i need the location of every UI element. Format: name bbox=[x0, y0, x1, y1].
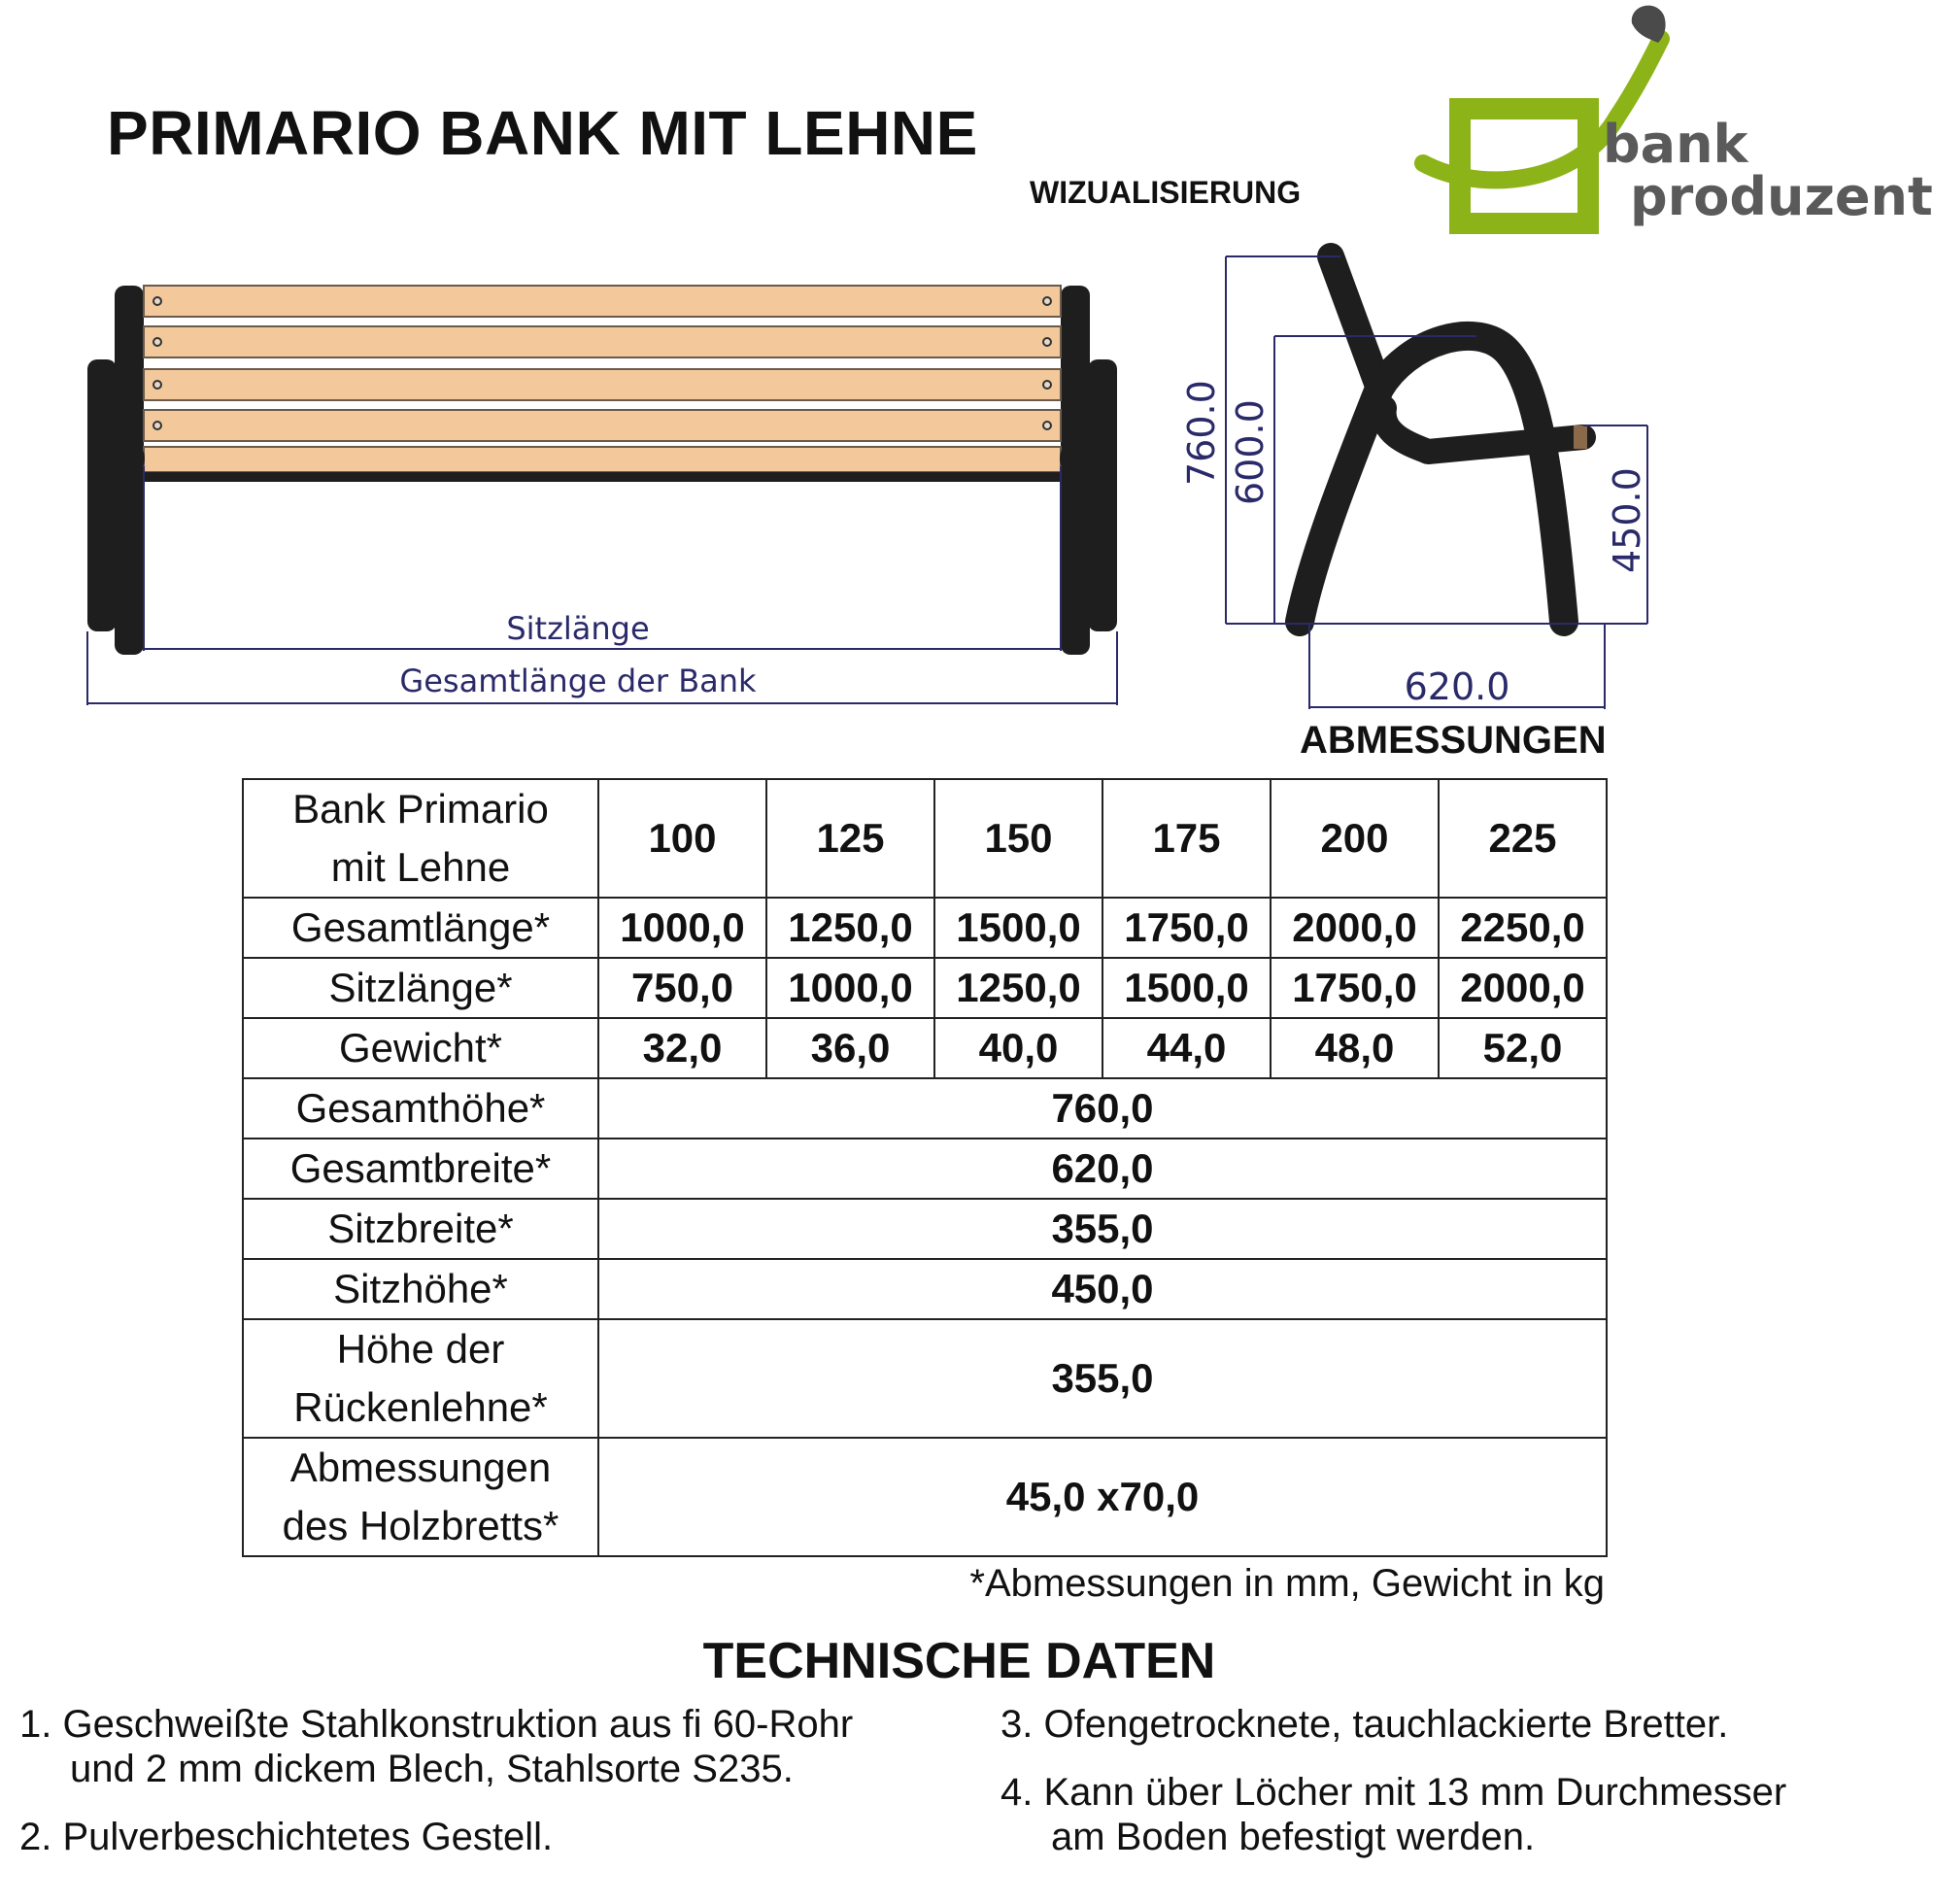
header-label-cell bbox=[243, 779, 598, 898]
row-label: Sitzbreite* bbox=[243, 1199, 598, 1259]
table-row-holzbrett bbox=[243, 1438, 1607, 1556]
total-length-label: Gesamtlänge der Bank bbox=[399, 663, 757, 699]
size-225: 225 bbox=[1439, 779, 1607, 898]
spec-table bbox=[242, 778, 1608, 1557]
item-line1: Geschweißte Stahlkonstruktion aus fi 60-Rohr bbox=[62, 1703, 854, 1746]
table-cell: 1000,0 bbox=[598, 898, 766, 958]
row-label: Gesamtlänge* bbox=[243, 898, 598, 958]
table-row-sitzhoehe bbox=[243, 1259, 1607, 1319]
tech-item-3 bbox=[1000, 1702, 1728, 1747]
table-cell: 44,0 bbox=[1102, 1018, 1271, 1078]
table-cell: 2000,0 bbox=[1271, 898, 1439, 958]
table-cell: 52,0 bbox=[1439, 1018, 1607, 1078]
row-label-line1: Höhe der bbox=[336, 1326, 505, 1372]
table-cell: 45,0 x70,0 bbox=[598, 1438, 1607, 1556]
table-row-gesamtlaenge bbox=[243, 898, 1607, 958]
header-label-line2: mit Lehne bbox=[330, 844, 511, 890]
table-cell: 620,0 bbox=[598, 1139, 1607, 1199]
height-760-label: 760.0 bbox=[1180, 380, 1223, 486]
logo-word-produzent: produzent bbox=[1630, 166, 1933, 227]
table-cell: 750,0 bbox=[598, 958, 766, 1018]
table-cell: 2250,0 bbox=[1439, 898, 1607, 958]
units-note: *Abmessungen in mm, Gewicht in kg bbox=[969, 1562, 1605, 1605]
right-front-post bbox=[1088, 359, 1117, 631]
row-label-line2: Rückenlehne* bbox=[293, 1384, 548, 1430]
item-number: 1. bbox=[19, 1703, 52, 1746]
size-200: 200 bbox=[1271, 779, 1439, 898]
table-row-gesamtbreite bbox=[243, 1139, 1607, 1199]
height-450-label: 450.0 bbox=[1606, 467, 1648, 573]
bench-side-drawing bbox=[1180, 243, 1671, 719]
table-cell: 1750,0 bbox=[1271, 958, 1439, 1018]
table-cell: 1000,0 bbox=[766, 958, 934, 1018]
item-number: 3. bbox=[1000, 1703, 1034, 1746]
table-cell: 40,0 bbox=[934, 1018, 1102, 1078]
item-line1: Ofengetrocknete, tauchlackierte Bretter. bbox=[1043, 1703, 1729, 1746]
table-cell: 760,0 bbox=[598, 1078, 1607, 1139]
seat-length-label: Sitzlänge bbox=[506, 610, 650, 647]
table-cell: 1750,0 bbox=[1102, 898, 1271, 958]
table-cell: 48,0 bbox=[1271, 1018, 1439, 1078]
table-row-gewicht bbox=[243, 1018, 1607, 1078]
row-label: Sitzlänge* bbox=[243, 958, 598, 1018]
item-line2: und 2 mm dickem Blech, Stahlsorte S235. bbox=[70, 1748, 794, 1790]
table-cell: 2000,0 bbox=[1439, 958, 1607, 1018]
table-cell: 355,0 bbox=[598, 1199, 1607, 1259]
item-number: 2. bbox=[19, 1816, 52, 1858]
left-front-post bbox=[87, 359, 117, 631]
table-header-row bbox=[243, 779, 1607, 898]
row-label-line2: des Holzbretts* bbox=[282, 1503, 560, 1548]
dimensions-label: ABMESSUNGEN bbox=[1300, 719, 1607, 762]
backrest-planks bbox=[144, 286, 1061, 472]
row-label-line1: Abmessungen bbox=[289, 1445, 552, 1490]
table-row-sitzlaenge bbox=[243, 958, 1607, 1018]
width-620-label: 620.0 bbox=[1404, 665, 1510, 708]
row-label: Gesamtbreite* bbox=[243, 1139, 598, 1199]
table-row-gesamthoehe bbox=[243, 1078, 1607, 1139]
row-label bbox=[243, 1438, 598, 1556]
size-100: 100 bbox=[598, 779, 766, 898]
item-line2: am Boden befestigt werden. bbox=[1051, 1816, 1536, 1858]
visualization-label: WIZUALISIERUNG bbox=[1030, 175, 1302, 210]
height-600-label: 600.0 bbox=[1229, 399, 1272, 505]
row-label bbox=[243, 1319, 598, 1438]
table-cell: 36,0 bbox=[766, 1018, 934, 1078]
size-150: 150 bbox=[934, 779, 1102, 898]
table-cell: 1500,0 bbox=[934, 898, 1102, 958]
item-number: 4. bbox=[1000, 1771, 1034, 1814]
size-125: 125 bbox=[766, 779, 934, 898]
tech-item-2 bbox=[19, 1815, 553, 1859]
table-cell: 32,0 bbox=[598, 1018, 766, 1078]
tech-item-4 bbox=[1000, 1770, 1786, 1859]
item-line1: Pulverbeschichtetes Gestell. bbox=[62, 1816, 554, 1858]
technical-data-title: TECHNISCHE DATEN bbox=[702, 1633, 1216, 1689]
item-line1: Kann über Löcher mit 13 mm Durchmesser bbox=[1043, 1771, 1787, 1814]
logo-word-bank: bank bbox=[1603, 114, 1748, 175]
bench-front-drawing bbox=[78, 272, 1127, 719]
table-cell: 1250,0 bbox=[766, 898, 934, 958]
tech-item-1 bbox=[19, 1702, 853, 1791]
row-label: Gewicht* bbox=[243, 1018, 598, 1078]
table-cell: 1250,0 bbox=[934, 958, 1102, 1018]
row-label: Sitzhöhe* bbox=[243, 1259, 598, 1319]
header-label-line1: Bank Primario bbox=[292, 786, 549, 832]
table-cell: 1500,0 bbox=[1102, 958, 1271, 1018]
table-row-sitzbreite bbox=[243, 1199, 1607, 1259]
page-title: PRIMARIO BANK MIT LEHNE bbox=[107, 98, 978, 168]
table-cell: 450,0 bbox=[598, 1259, 1607, 1319]
table-cell: 355,0 bbox=[598, 1319, 1607, 1438]
table-row-rueckenlehne bbox=[243, 1319, 1607, 1438]
size-175: 175 bbox=[1102, 779, 1271, 898]
row-label: Gesamthöhe* bbox=[243, 1078, 598, 1139]
